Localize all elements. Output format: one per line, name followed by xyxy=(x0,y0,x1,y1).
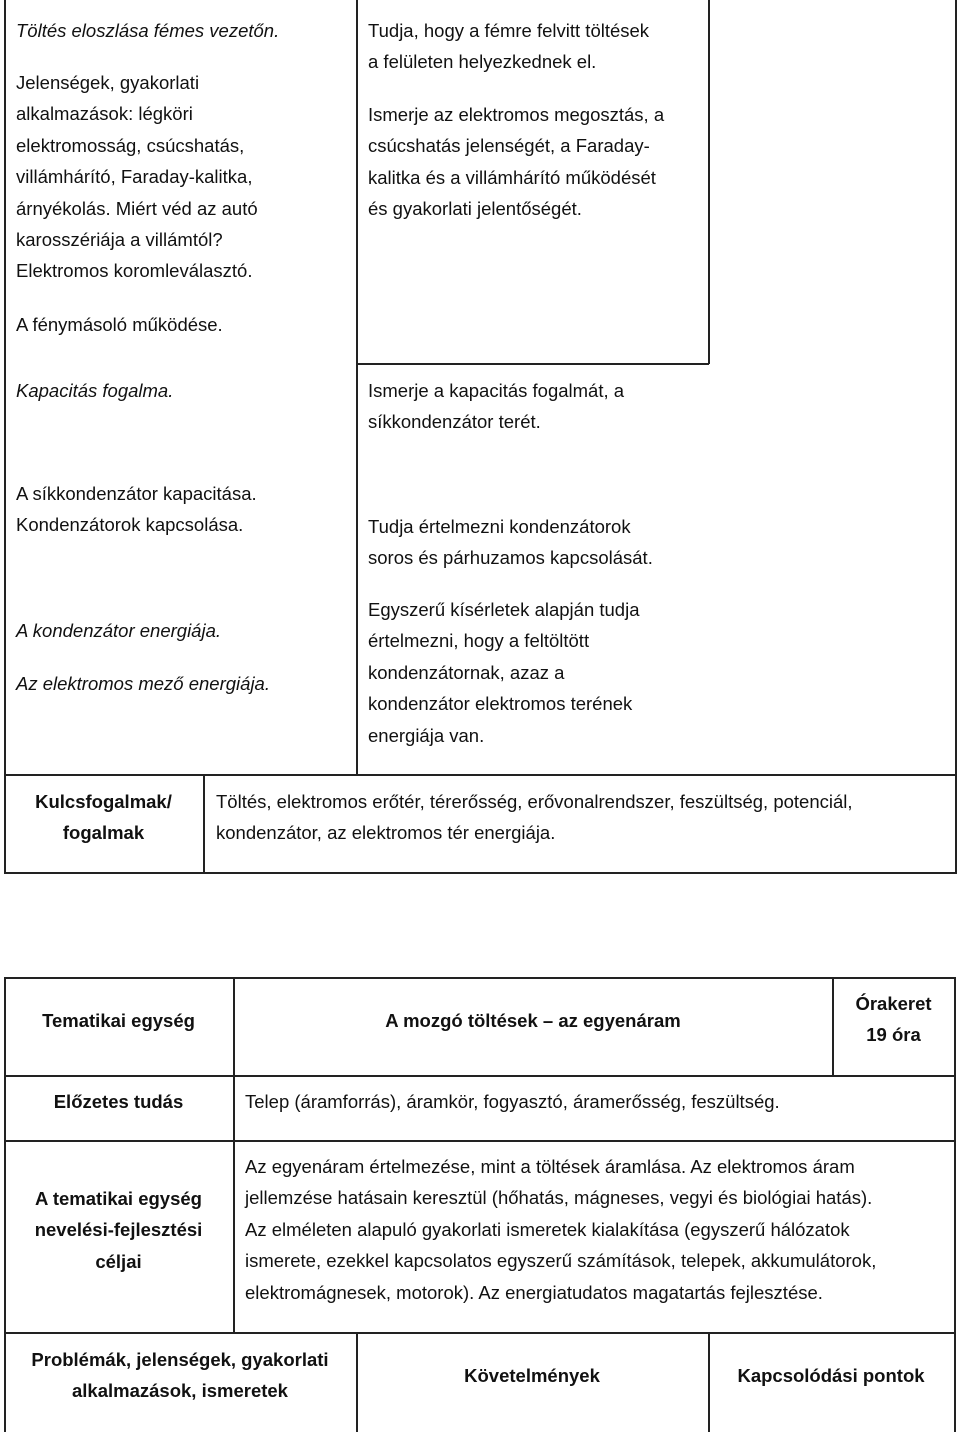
hours-value: 19 óra xyxy=(866,1024,921,1046)
requirement-5 xyxy=(368,594,639,751)
requirement-line: Tudja értelmezni kondenzátorok xyxy=(368,516,631,537)
flat-capacitor-line: A síkkondenzátor kapacitása. xyxy=(16,483,257,504)
topic-field-energy: Az elektromos mező energiája. xyxy=(16,673,270,694)
column-header-problems xyxy=(4,1344,356,1407)
requirement-line: és gyakorlati jelentőségét. xyxy=(368,198,582,220)
key-concepts-label-line: Kulcsfogalmak/ xyxy=(35,791,172,812)
key-concepts-label xyxy=(4,786,203,849)
key-concepts-line: Töltés, elektromos erőtér, térerősség, erővonalrendszer, feszültség, potenciál, xyxy=(216,791,853,812)
top-table-col-divider-2 xyxy=(708,0,710,364)
topic-capacity: Kapacitás fogalma. xyxy=(16,380,174,401)
top-table-right-border xyxy=(955,0,957,874)
thematic-unit-label: Tematikai egység xyxy=(42,1010,195,1031)
requirement-line: energiája van. xyxy=(368,724,485,746)
requirement-line: Egyszerű kísérletek alapján tudja xyxy=(368,599,640,620)
unit-table-row-divider-3 xyxy=(4,1332,956,1334)
top-table-left-border xyxy=(4,0,6,874)
goals-line: jellemzése hatásain keresztül (hőhatás, mágneses, vegyi és biológiai hatás). xyxy=(245,1187,873,1209)
unit-table-row-divider-1 xyxy=(4,1075,956,1077)
phenomena-line: karosszériája a villámtól? xyxy=(16,229,223,251)
prior-knowledge-label: Előzetes tudás xyxy=(53,1091,184,1112)
requirement-line: kondenzátornak, azaz a xyxy=(368,661,565,683)
key-concepts-text xyxy=(216,786,853,849)
top-table-col-divider-1 xyxy=(356,0,358,775)
column-header-requirements: Követelmények xyxy=(464,1365,600,1386)
topic-flat-capacitor-block xyxy=(16,478,257,541)
key-concepts-label-line: fogalmak xyxy=(62,822,145,844)
phenomena-line: Elektromos koromleválasztó. xyxy=(16,260,253,282)
column-header-line: alkalmazások, ismeretek xyxy=(72,1380,288,1402)
column-header-line: Problémák, jelenségek, gyakorlati xyxy=(31,1349,329,1370)
key-concepts-top-border xyxy=(4,774,956,776)
key-concepts-line: kondenzátor, az elektromos tér energiája. xyxy=(216,822,556,844)
hours-block xyxy=(832,988,955,1051)
goals-line: Az elméleten alapuló gyakorlati ismeretek kialakítása (egyszerű hálózatok xyxy=(245,1218,850,1240)
topic-phenomena-block xyxy=(16,67,258,287)
requirement-line: Ismerje a kapacitás fogalmát, a xyxy=(368,380,625,401)
phenomena-line: árnyékolás. Miért véd az autó xyxy=(16,197,258,219)
top-table-row-divider xyxy=(356,363,709,365)
goals-label-line: céljai xyxy=(95,1250,142,1272)
requirement-line: síkkondenzátor terét. xyxy=(368,411,541,433)
requirement-line: Ismerje az elektromos megosztás, a xyxy=(368,104,665,125)
goals-label-line: nevelési-fejlesztési xyxy=(34,1219,203,1241)
prior-knowledge-text: Telep (áramforrás), áramkör, fogyasztó, áramerősség, feszültség. xyxy=(245,1091,780,1112)
requirement-line: csúcshatás jelenségét, a Faraday- xyxy=(368,135,650,157)
goals-line: ismerete, ezekkel kapcsolatos egyszerű számítások, telepek, akkumulátorok, xyxy=(245,1250,877,1272)
phenomena-line: Jelenségek, gyakorlati xyxy=(16,72,200,93)
column-header-connections: Kapcsolódási pontok xyxy=(737,1365,925,1386)
requirement-2 xyxy=(368,99,664,225)
topic-photocopier: A fénymásoló működése. xyxy=(16,314,223,335)
goals-text xyxy=(245,1151,876,1308)
requirement-1 xyxy=(368,15,649,78)
topic-capacitor-energy: A kondenzátor energiája. xyxy=(16,620,222,641)
flat-capacitor-line: Kondenzátorok kapcsolása. xyxy=(16,514,244,536)
goals-label-line: A tematikai egység xyxy=(35,1188,202,1209)
requirement-line: értelmezni, hogy a feltöltött xyxy=(368,630,590,652)
unit-table-row-divider-2 xyxy=(4,1140,956,1142)
hours-label: Órakeret xyxy=(855,993,932,1014)
goals-line: Az egyenáram értelmezése, mint a töltések áramlása. Az elektromos áram xyxy=(245,1156,855,1177)
requirement-line: kondenzátor elektromos terének xyxy=(368,693,633,715)
phenomena-line: villámhárító, Faraday-kalitka, xyxy=(16,166,253,188)
goals-label xyxy=(4,1183,233,1277)
thematic-unit-title: A mozgó töltések – az egyenáram xyxy=(385,1010,681,1031)
requirement-3 xyxy=(368,375,624,438)
key-concepts-divider xyxy=(203,774,205,874)
requirement-line: Tudja, hogy a fémre felvitt töltések xyxy=(368,20,650,41)
phenomena-line: alkalmazások: légköri xyxy=(16,103,193,125)
requirement-line: soros és párhuzamos kapcsolását. xyxy=(368,547,653,569)
goals-line: elektromágnesek, motorok). Az energiatudatos magatartás fejlesztése. xyxy=(245,1281,823,1303)
requirement-line: kalitka és a villámhárító működését xyxy=(368,166,656,188)
top-table-bottom-border xyxy=(4,872,956,874)
requirement-4 xyxy=(368,511,653,574)
topic-charge-distribution: Töltés eloszlása fémes vezetőn. xyxy=(16,20,280,41)
unit-table-top-border xyxy=(4,977,956,979)
phenomena-line: elektromosság, csúcshatás, xyxy=(16,134,245,156)
requirement-line: a felületen helyezkednek el. xyxy=(368,51,597,73)
